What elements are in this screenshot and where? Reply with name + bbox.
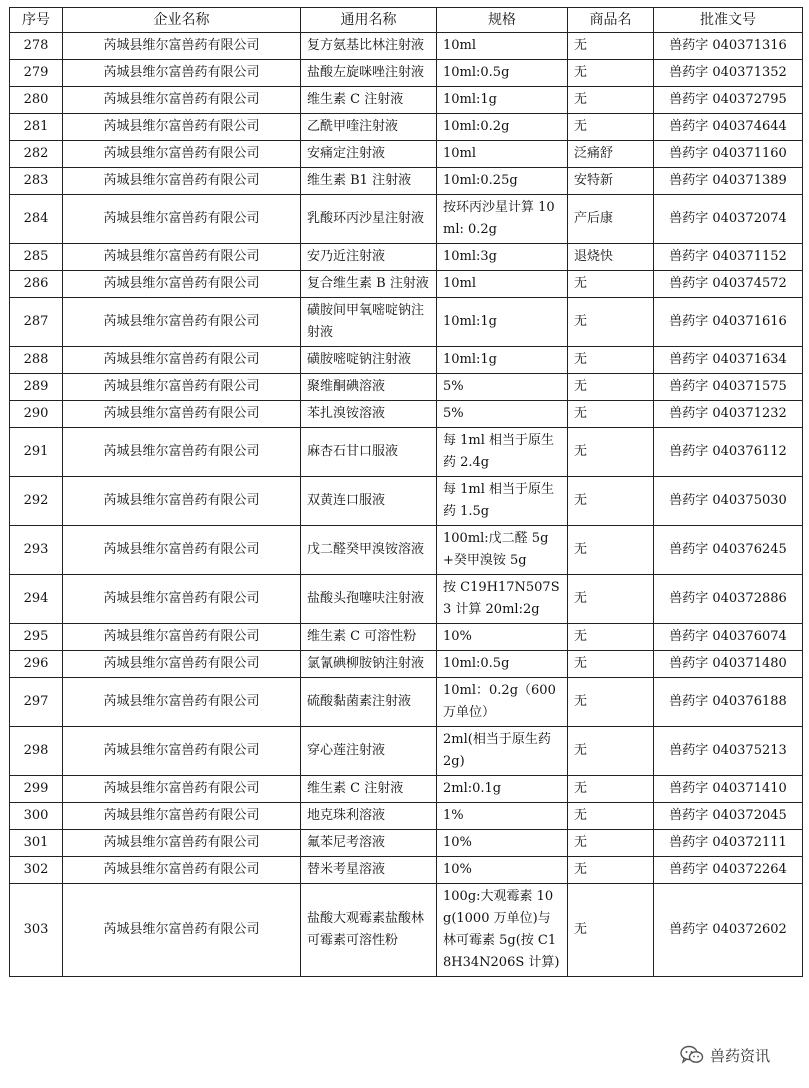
cell-trade-name: 无 — [568, 575, 654, 624]
cell-trade-name: 无 — [568, 87, 654, 114]
table-row — [10, 884, 803, 977]
cell-company: 芮城县维尔富兽药有限公司 — [63, 33, 301, 60]
cell-no: 300 — [10, 803, 63, 830]
drug-registration-table — [9, 7, 803, 977]
header-spec: 规格 — [437, 8, 568, 33]
cell-no: 298 — [10, 727, 63, 776]
cell-spec: 10ml：0.2g（600 万单位） — [437, 678, 568, 727]
cell-generic-name: 硫酸黏菌素注射液 — [301, 678, 437, 727]
table-row — [10, 526, 803, 575]
cell-spec: 10ml:0.5g — [437, 60, 568, 87]
cell-generic-name: 维生素 B1 注射液 — [301, 168, 437, 195]
cell-trade-name: 无 — [568, 401, 654, 428]
cell-spec: 10ml:0.2g — [437, 114, 568, 141]
cell-trade-name: 无 — [568, 298, 654, 347]
cell-no: 287 — [10, 298, 63, 347]
cell-no: 290 — [10, 401, 63, 428]
cell-company: 芮城县维尔富兽药有限公司 — [63, 803, 301, 830]
cell-spec: 1% — [437, 803, 568, 830]
cell-generic-name: 乙酰甲喹注射液 — [301, 114, 437, 141]
cell-company: 芮城县维尔富兽药有限公司 — [63, 374, 301, 401]
cell-approval-no: 兽药字 040372795 — [654, 87, 803, 114]
table-row — [10, 33, 803, 60]
cell-trade-name: 无 — [568, 60, 654, 87]
cell-spec: 按环丙沙星计算 10ml: 0.2g — [437, 195, 568, 244]
cell-no: 301 — [10, 830, 63, 857]
cell-approval-no: 兽药字 040371410 — [654, 776, 803, 803]
cell-trade-name: 无 — [568, 884, 654, 977]
wechat-icon — [680, 1045, 704, 1065]
table-row — [10, 168, 803, 195]
cell-no: 291 — [10, 428, 63, 477]
table-row — [10, 244, 803, 271]
cell-approval-no: 兽药字 040375213 — [654, 727, 803, 776]
table-row — [10, 575, 803, 624]
cell-approval-no: 兽药字 040371232 — [654, 401, 803, 428]
cell-company: 芮城县维尔富兽药有限公司 — [63, 651, 301, 678]
cell-generic-name: 复合维生素 B 注射液 — [301, 271, 437, 298]
cell-spec: 10ml:3g — [437, 244, 568, 271]
cell-spec: 10ml:1g — [437, 347, 568, 374]
cell-generic-name: 盐酸头孢噻呋注射液 — [301, 575, 437, 624]
cell-generic-name: 地克珠利溶液 — [301, 803, 437, 830]
table-row — [10, 727, 803, 776]
cell-spec: 10ml — [437, 33, 568, 60]
table-row — [10, 347, 803, 374]
table-row — [10, 401, 803, 428]
cell-approval-no: 兽药字 040376112 — [654, 428, 803, 477]
cell-generic-name: 替米考星溶液 — [301, 857, 437, 884]
cell-spec: 每 1ml 相当于原生药 2.4g — [437, 428, 568, 477]
table-row — [10, 195, 803, 244]
cell-no: 289 — [10, 374, 63, 401]
cell-spec: 10ml:1g — [437, 298, 568, 347]
cell-trade-name: 无 — [568, 727, 654, 776]
cell-spec: 每 1ml 相当于原生药 1.5g — [437, 477, 568, 526]
cell-company: 芮城县维尔富兽药有限公司 — [63, 271, 301, 298]
cell-spec: 10ml — [437, 271, 568, 298]
cell-generic-name: 苯扎溴铵溶液 — [301, 401, 437, 428]
cell-spec: 2ml(相当于原生药 2g) — [437, 727, 568, 776]
cell-generic-name: 穿心莲注射液 — [301, 727, 437, 776]
cell-approval-no: 兽药字 040371152 — [654, 244, 803, 271]
cell-approval-no: 兽药字 040371575 — [654, 374, 803, 401]
cell-no: 283 — [10, 168, 63, 195]
cell-company: 芮城县维尔富兽药有限公司 — [63, 195, 301, 244]
cell-company: 芮城县维尔富兽药有限公司 — [63, 428, 301, 477]
table-row — [10, 830, 803, 857]
cell-approval-no: 兽药字 040371352 — [654, 60, 803, 87]
cell-spec: 10% — [437, 857, 568, 884]
table-row — [10, 60, 803, 87]
cell-spec: 100g:大观霉素 10g(1000 万单位)与林可霉素 5g(按 C18H34N206S 计算) — [437, 884, 568, 977]
cell-spec: 10ml — [437, 141, 568, 168]
cell-approval-no: 兽药字 040372886 — [654, 575, 803, 624]
cell-trade-name: 无 — [568, 428, 654, 477]
table-row — [10, 776, 803, 803]
cell-spec: 10% — [437, 830, 568, 857]
cell-no: 292 — [10, 477, 63, 526]
cell-no: 302 — [10, 857, 63, 884]
table-row — [10, 374, 803, 401]
cell-no: 296 — [10, 651, 63, 678]
cell-generic-name: 维生素 C 注射液 — [301, 776, 437, 803]
cell-trade-name: 无 — [568, 624, 654, 651]
cell-approval-no: 兽药字 040376074 — [654, 624, 803, 651]
cell-approval-no: 兽药字 040375030 — [654, 477, 803, 526]
cell-approval-no: 兽药字 040376245 — [654, 526, 803, 575]
header-generic-name: 通用名称 — [301, 8, 437, 33]
cell-approval-no: 兽药字 040372111 — [654, 830, 803, 857]
cell-spec: 100ml:戊二醛 5g+癸甲溴铵 5g — [437, 526, 568, 575]
cell-no: 288 — [10, 347, 63, 374]
cell-company: 芮城县维尔富兽药有限公司 — [63, 830, 301, 857]
cell-trade-name: 安特新 — [568, 168, 654, 195]
cell-approval-no: 兽药字 040374572 — [654, 271, 803, 298]
cell-trade-name: 泛痛舒 — [568, 141, 654, 168]
cell-approval-no: 兽药字 040372602 — [654, 884, 803, 977]
table-row — [10, 651, 803, 678]
cell-company: 芮城县维尔富兽药有限公司 — [63, 624, 301, 651]
cell-approval-no: 兽药字 040371634 — [654, 347, 803, 374]
cell-trade-name: 退烧快 — [568, 244, 654, 271]
cell-company: 芮城县维尔富兽药有限公司 — [63, 244, 301, 271]
cell-spec: 10ml:0.25g — [437, 168, 568, 195]
table-body — [10, 33, 803, 977]
cell-generic-name: 盐酸左旋咪唑注射液 — [301, 60, 437, 87]
cell-no: 281 — [10, 114, 63, 141]
cell-generic-name: 安痛定注射液 — [301, 141, 437, 168]
cell-approval-no: 兽药字 040376188 — [654, 678, 803, 727]
cell-approval-no: 兽药字 040371160 — [654, 141, 803, 168]
header-trade-name: 商品名 — [568, 8, 654, 33]
cell-trade-name: 无 — [568, 477, 654, 526]
watermark — [676, 1042, 774, 1068]
cell-trade-name: 无 — [568, 271, 654, 298]
cell-generic-name: 维生素 C 可溶性粉 — [301, 624, 437, 651]
cell-company: 芮城县维尔富兽药有限公司 — [63, 401, 301, 428]
cell-generic-name: 麻杏石甘口服液 — [301, 428, 437, 477]
cell-generic-name: 盐酸大观霉素盐酸林可霉素可溶性粉 — [301, 884, 437, 977]
cell-trade-name: 产后康 — [568, 195, 654, 244]
cell-company: 芮城县维尔富兽药有限公司 — [63, 141, 301, 168]
cell-no: 299 — [10, 776, 63, 803]
cell-company: 芮城县维尔富兽药有限公司 — [63, 87, 301, 114]
table-row — [10, 803, 803, 830]
cell-company: 芮城县维尔富兽药有限公司 — [63, 114, 301, 141]
cell-spec: 按 C19H17N507S3 计算 20ml:2g — [437, 575, 568, 624]
cell-trade-name: 无 — [568, 347, 654, 374]
table-row — [10, 141, 803, 168]
table-row — [10, 87, 803, 114]
cell-company: 芮城县维尔富兽药有限公司 — [63, 884, 301, 977]
table-row — [10, 298, 803, 347]
cell-trade-name: 无 — [568, 803, 654, 830]
cell-no: 285 — [10, 244, 63, 271]
cell-no: 295 — [10, 624, 63, 651]
header-no: 序号 — [10, 8, 63, 33]
cell-spec: 2ml:0.1g — [437, 776, 568, 803]
cell-company: 芮城县维尔富兽药有限公司 — [63, 857, 301, 884]
cell-company: 芮城县维尔富兽药有限公司 — [63, 727, 301, 776]
cell-no: 293 — [10, 526, 63, 575]
cell-company: 芮城县维尔富兽药有限公司 — [63, 60, 301, 87]
cell-trade-name: 无 — [568, 526, 654, 575]
table-row — [10, 428, 803, 477]
cell-generic-name: 维生素 C 注射液 — [301, 87, 437, 114]
cell-generic-name: 氟苯尼考溶液 — [301, 830, 437, 857]
cell-approval-no: 兽药字 040371480 — [654, 651, 803, 678]
cell-company: 芮城县维尔富兽药有限公司 — [63, 168, 301, 195]
cell-approval-no: 兽药字 040372074 — [654, 195, 803, 244]
cell-generic-name: 磺胺嘧啶钠注射液 — [301, 347, 437, 374]
cell-company: 芮城县维尔富兽药有限公司 — [63, 298, 301, 347]
cell-approval-no: 兽药字 040371316 — [654, 33, 803, 60]
cell-spec: 10ml:0.5g — [437, 651, 568, 678]
cell-generic-name: 戊二醛癸甲溴铵溶液 — [301, 526, 437, 575]
cell-company: 芮城县维尔富兽药有限公司 — [63, 776, 301, 803]
cell-company: 芮城县维尔富兽药有限公司 — [63, 678, 301, 727]
cell-approval-no: 兽药字 040372045 — [654, 803, 803, 830]
cell-no: 282 — [10, 141, 63, 168]
table-row — [10, 114, 803, 141]
cell-approval-no: 兽药字 040372264 — [654, 857, 803, 884]
cell-no: 286 — [10, 271, 63, 298]
table-row — [10, 624, 803, 651]
cell-no: 297 — [10, 678, 63, 727]
cell-no: 284 — [10, 195, 63, 244]
cell-generic-name: 复方氨基比林注射液 — [301, 33, 437, 60]
cell-generic-name: 双黄连口服液 — [301, 477, 437, 526]
cell-trade-name: 无 — [568, 776, 654, 803]
table-header-row — [10, 8, 803, 33]
cell-generic-name: 乳酸环丙沙星注射液 — [301, 195, 437, 244]
cell-spec: 5% — [437, 374, 568, 401]
header-company: 企业名称 — [63, 8, 301, 33]
cell-approval-no: 兽药字 040374644 — [654, 114, 803, 141]
cell-no: 280 — [10, 87, 63, 114]
cell-trade-name: 无 — [568, 374, 654, 401]
cell-no: 303 — [10, 884, 63, 977]
cell-spec: 10ml:1g — [437, 87, 568, 114]
cell-trade-name: 无 — [568, 678, 654, 727]
cell-trade-name: 无 — [568, 830, 654, 857]
cell-spec: 10% — [437, 624, 568, 651]
cell-trade-name: 无 — [568, 33, 654, 60]
cell-company: 芮城县维尔富兽药有限公司 — [63, 575, 301, 624]
cell-spec: 5% — [437, 401, 568, 428]
cell-trade-name: 无 — [568, 857, 654, 884]
table-row — [10, 477, 803, 526]
cell-generic-name: 聚维酮碘溶液 — [301, 374, 437, 401]
cell-company: 芮城县维尔富兽药有限公司 — [63, 526, 301, 575]
table-row — [10, 857, 803, 884]
table-row — [10, 271, 803, 298]
cell-company: 芮城县维尔富兽药有限公司 — [63, 347, 301, 374]
header-approval-no: 批准文号 — [654, 8, 803, 33]
cell-generic-name: 安乃近注射液 — [301, 244, 437, 271]
cell-approval-no: 兽药字 040371616 — [654, 298, 803, 347]
table-row — [10, 678, 803, 727]
cell-company: 芮城县维尔富兽药有限公司 — [63, 477, 301, 526]
cell-no: 294 — [10, 575, 63, 624]
cell-trade-name: 无 — [568, 114, 654, 141]
cell-generic-name: 氯氰碘柳胺钠注射液 — [301, 651, 437, 678]
watermark-text: 兽药资讯 — [710, 1046, 771, 1065]
cell-trade-name: 无 — [568, 651, 654, 678]
cell-no: 279 — [10, 60, 63, 87]
cell-no: 278 — [10, 33, 63, 60]
cell-generic-name: 磺胺间甲氧嘧啶钠注射液 — [301, 298, 437, 347]
cell-approval-no: 兽药字 040371389 — [654, 168, 803, 195]
